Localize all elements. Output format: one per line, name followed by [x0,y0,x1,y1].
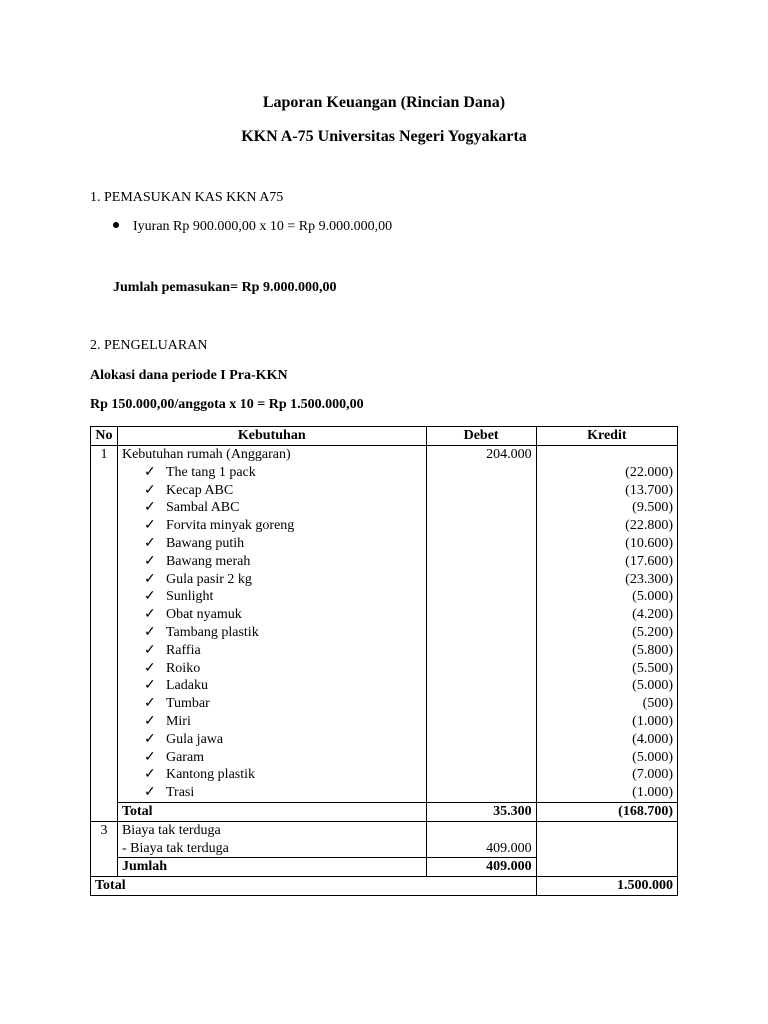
item-kredit: (17.600) [625,553,673,569]
item-name: Bawang merah [165,553,251,569]
header-kebutuhan: Kebutuhan [117,427,426,446]
checkmark-icon: ✓ [143,678,156,694]
section-expense-heading: 2. PENGELUARAN [90,338,208,353]
table-row [91,446,678,803]
checkmark-icon: ✓ [143,464,156,480]
items-cell [117,446,426,803]
list-item [122,517,422,535]
checkmark-icon: ✓ [143,500,156,516]
table-header-row [91,427,678,446]
item-name: Tambang plastik [165,624,259,640]
expense-table [90,426,678,896]
list-item [122,766,422,784]
item-kredit: (10.600) [625,535,673,551]
header-kredit: Kredit [536,427,677,446]
list-item [122,784,422,802]
allocation-heading: Alokasi dana periode I Pra-KKN [90,368,288,383]
debet-cell [426,446,536,803]
jumlah-label: Jumlah [117,858,426,877]
item-name: Sambal ABC [165,500,240,516]
list-item [122,482,422,500]
jumlah-debet: 409.000 [426,858,536,877]
checkmark-icon: ✓ [143,660,156,676]
checkmark-icon: ✓ [143,785,156,801]
checkmark-icon: ✓ [143,767,156,783]
checkmark-icon: ✓ [143,535,156,551]
table-row [91,877,678,896]
item-name: Miri [165,713,191,729]
subtotal-label: Total [117,802,426,821]
checkmark-icon: ✓ [143,642,156,658]
checkmark-icon: ✓ [143,571,156,587]
list-item [122,713,422,731]
report-title: Laporan Keuangan (Rincian Dana) [262,94,506,111]
item-kredit: (7.000) [632,767,673,783]
row-debet: 204.000 [486,447,532,462]
item-name: Bawang putih [165,535,245,551]
header-debet: Debet [426,427,536,446]
row-number: 1 [91,446,118,803]
row-label: Kebutuhan rumah (Anggaran) [121,447,291,462]
item-name: Sunlight [165,589,214,605]
kredit-cell [536,446,677,803]
subtotal-debet: 35.300 [426,802,536,821]
checkmark-icon: ✓ [143,482,156,498]
report-subtitle: KKN A-75 Universitas Negeri Yogyakarta [241,128,527,145]
list-item [122,660,422,678]
bullet-icon [113,222,119,228]
item-kredit: (1.000) [632,713,673,729]
list-item [122,642,422,660]
checkmark-icon: ✓ [143,749,156,765]
list-item [122,535,422,553]
item-kredit: (5.000) [632,749,673,765]
item-name: Obat nyamuk [165,607,242,623]
table-row [91,802,678,821]
item-name: Kantong plastik [165,767,256,783]
checkmark-icon: ✓ [143,589,156,605]
item-kredit: (22.000) [625,464,673,480]
checkmark-icon: ✓ [143,731,156,747]
item-kredit: (23.300) [625,571,673,587]
item-name: Gula jawa [165,731,224,747]
item-kredit: (22.800) [625,518,673,534]
checkmark-icon: ✓ [143,624,156,640]
list-item [122,588,422,606]
table-row [91,858,678,877]
checkmark-icon: ✓ [143,553,156,569]
item-name: Kecap ABC [165,482,234,498]
grand-total-label: Total [91,877,537,896]
list-item [122,731,422,749]
row-label: Biaya tak terduga [121,822,221,838]
item-kredit: (5.000) [632,678,673,694]
items-list [122,464,422,802]
checkmark-icon: ✓ [143,713,156,729]
item-name: The tang 1 pack [165,464,256,480]
item-name: Raffia [165,642,201,658]
row-sublabel: - Biaya tak terduga [121,840,229,856]
item-name: Tumbar [165,696,210,712]
item-name: Trasi [165,785,195,801]
section-income-heading: 1. PEMASUKAN KAS KKN A75 [90,190,284,205]
kredit-list [541,464,673,802]
checkmark-icon: ✓ [143,696,156,712]
grand-total-kredit: 1.500.000 [536,877,677,896]
row-sub-debet: 409.000 [486,840,532,856]
checkmark-icon: ✓ [143,518,156,534]
list-item [122,624,422,642]
income-total: Jumlah pemasukan= Rp 9.000.000,00 [113,280,337,295]
item-kredit: (9.500) [632,500,673,516]
header-no: No [91,427,118,446]
table-row [91,821,678,858]
item-name: Ladaku [165,678,208,694]
item-kredit: (5.200) [632,624,673,640]
list-item [122,464,422,482]
item-name: Garam [165,749,205,765]
list-item [122,553,422,571]
item-name: Gula pasir 2 kg [165,571,252,587]
checkmark-icon: ✓ [143,607,156,623]
list-item [122,677,422,695]
row-number: 3 [91,821,118,858]
item-kredit: (4.000) [632,731,673,747]
item-kredit: (4.200) [632,607,673,623]
item-kredit: (5.500) [632,660,673,676]
list-item [122,571,422,589]
list-item [122,606,422,624]
income-bullet-text: Iyuran Rp 900.000,00 x 10 = Rp 9.000.000,00 [133,219,393,234]
list-item [122,749,422,767]
item-kredit: (500) [642,696,673,712]
item-name: Forvita minyak goreng [165,518,295,534]
income-bullet [113,219,392,235]
item-kredit: (5.000) [632,589,673,605]
item-kredit: (13.700) [625,482,673,498]
subtotal-kredit: (168.700) [536,802,677,821]
item-name: Roiko [165,660,201,676]
allocation-amount: Rp 150.000,00/anggota x 10 = Rp 1.500.000,00 [90,397,364,412]
item-kredit: (1.000) [632,785,673,801]
list-item [122,499,422,517]
item-kredit: (5.800) [632,642,673,658]
list-item [122,695,422,713]
